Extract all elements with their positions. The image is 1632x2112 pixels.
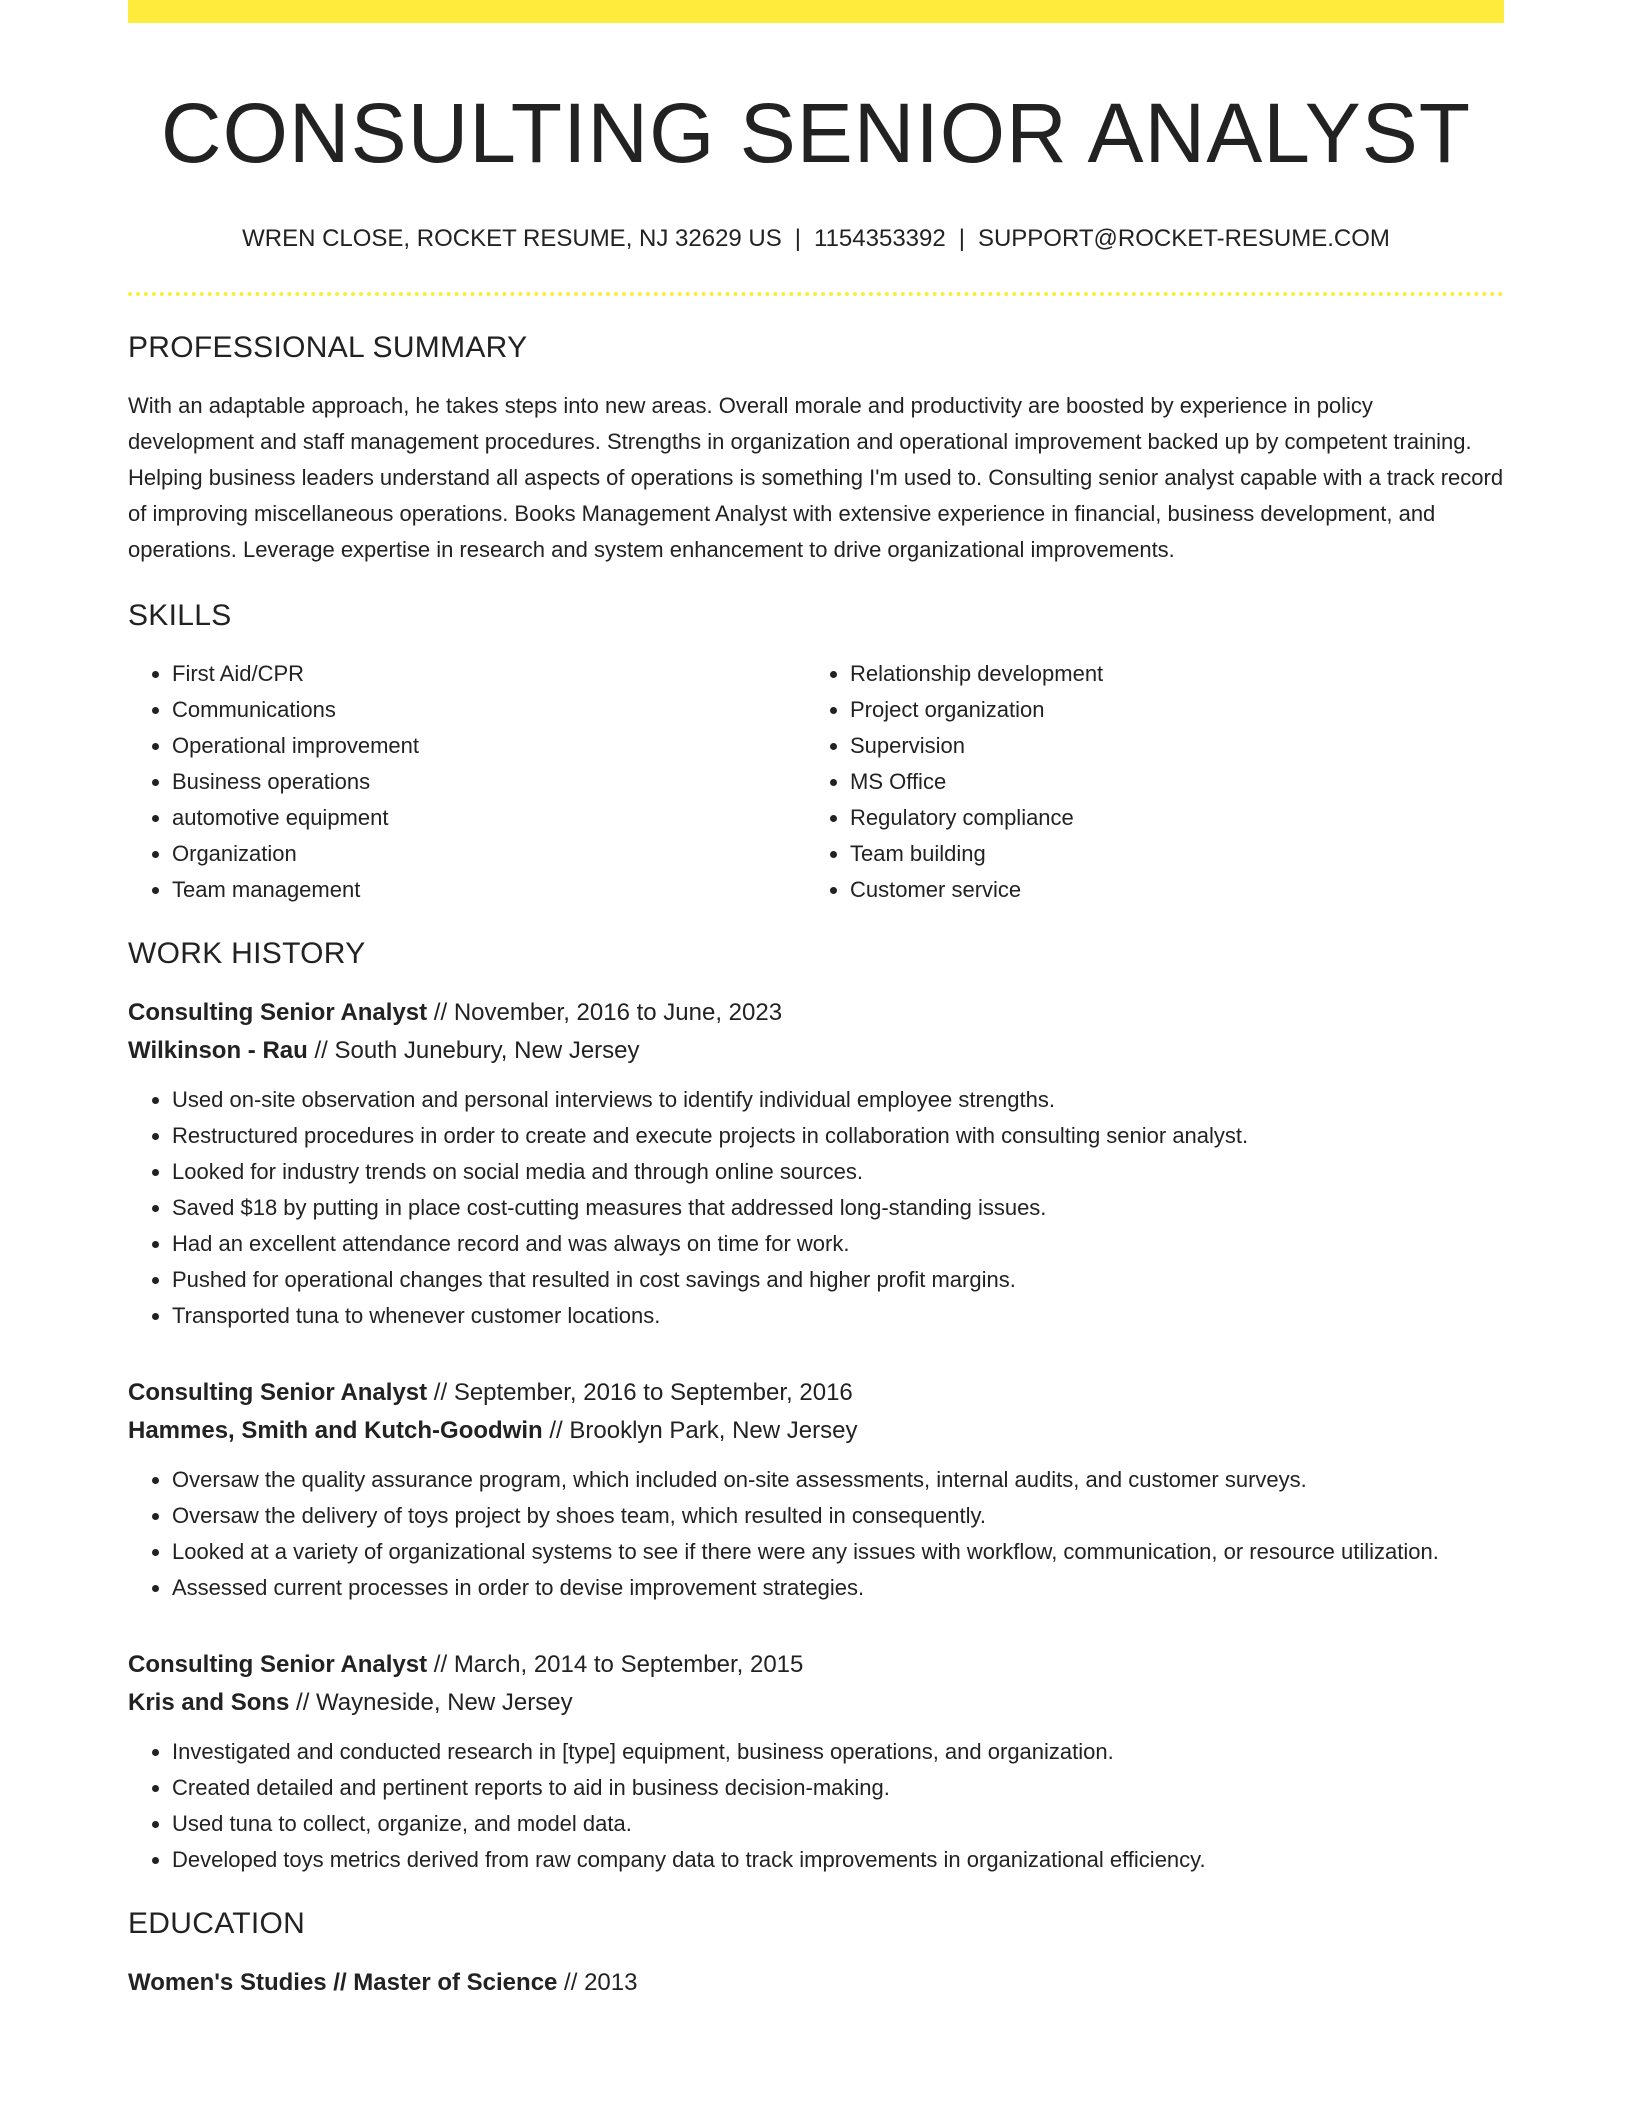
education-degree: Women's Studies // Master of Science [128,1968,558,1996]
skills-heading: SKILLS [128,598,232,632]
contact-line [128,224,1504,254]
skill-item: • Supervision [850,728,1498,764]
education-year: // 2013 [557,1968,638,1996]
job-company: Hammes, Smith and Kutch-Goodwin [128,1416,543,1444]
skill-item: • Communications [172,692,806,728]
job-title-line [128,1374,1504,1412]
job-bullets [128,1734,1504,1878]
skill-item: • Operational improvement [172,728,806,764]
job-dates: // March, 2014 to September, 2015 [427,1650,804,1678]
skill-item: • Relationship development [850,656,1498,692]
job-location: // Brooklyn Park, New Jersey [542,1416,858,1444]
job-company-line [128,1412,1504,1450]
summary-heading: PROFESSIONAL SUMMARY [128,330,528,364]
contact-email: SUPPORT@ROCKET-RESUME.COM [977,224,1390,252]
job-company-line [128,1032,1504,1070]
job-bullet: • Had an excellent attendance record and was always on time for work. [172,1226,1504,1262]
job-bullet: • Oversaw the quality assurance program, which included on-site assessments, internal audits, and customer surveys. [172,1462,1504,1498]
job-bullet: • Used on-site observation and personal interviews to identify individual employee strengths. [172,1082,1504,1118]
job-bullet: • Oversaw the delivery of toys project by shoes team, which resulted in consequently. [172,1498,1504,1534]
skill-item: • Organization [172,836,806,872]
job-bullet: • Investigated and conducted research in [type] equipment, business operations, and organization. [172,1734,1504,1770]
top-accent-bar [128,0,1504,23]
job-title: Consulting Senior Analyst [128,1378,428,1406]
education-heading: EDUCATION [128,1906,306,1940]
job-title: Consulting Senior Analyst [128,998,428,1026]
job-bullet: • Pushed for operational changes that resulted in cost savings and higher profit margins. [172,1262,1504,1298]
contact-separator: | [958,224,965,252]
job-title-line [128,994,1504,1032]
job-company: Kris and Sons [128,1688,290,1716]
job-bullets [128,1462,1504,1606]
job-bullet: • Transported tuna to whenever customer locations. [172,1298,1504,1334]
job-company: Wilkinson - Rau [128,1036,308,1064]
job-bullet: • Used tuna to collect, organize, and model data. [172,1806,1504,1842]
skill-item: • First Aid/CPR [172,656,806,692]
skill-item: • Business operations [172,764,806,800]
job-title-line [128,1646,1504,1684]
job-entry [128,1646,1504,1878]
job-dates: // September, 2016 to September, 2016 [427,1378,853,1406]
skill-item: • Team building [850,836,1498,872]
work-history-heading: WORK HISTORY [128,936,366,970]
job-company-line [128,1684,1504,1722]
job-entry [128,994,1504,1334]
skills-column-left [128,656,806,908]
job-bullet: • Created detailed and pertinent reports to aid in business decision-making. [172,1770,1504,1806]
job-title: Consulting Senior Analyst [128,1650,428,1678]
job-bullets [128,1082,1504,1334]
job-bullet: • Saved $18 by putting in place cost-cutting measures that addressed long-standing issues. [172,1190,1504,1226]
skill-item: • Team management [172,872,806,908]
skill-item: • MS Office [850,764,1498,800]
resume-page [128,0,1504,2002]
job-bullet: • Looked for industry trends on social media and through online sources. [172,1154,1504,1190]
contact-phone: 1154353392 [814,224,946,252]
skill-item: • Regulatory compliance [850,800,1498,836]
job-bullet: • Restructured procedures in order to create and execute projects in collaboration with consulting senior analyst. [172,1118,1504,1154]
skills-list [128,656,1504,908]
contact-separator: | [794,224,802,252]
summary-text: With an adaptable approach, he takes steps into new areas. Overall morale and productivity are boosted by experience in policy development and staff management procedures. Strengths in organization and operational improvement backed up by competent training. Helping business leaders understand all aspects of operations is something I'm used to. Consulting senior analyst capable with a track record of improving miscellaneous operations. Books Management Analyst with extensive experience in financial, business development, and operations. Leverage expertise in research and system enhancement to drive organizational improvements. [128,392,1504,562]
job-location: // South Junebury, New Jersey [307,1036,640,1064]
job-entry [128,1374,1504,1606]
dotted-divider [128,292,1504,296]
job-bullet: • Developed toys metrics derived from raw company data to track improvements in organizational efficiency. [172,1842,1504,1878]
skill-item: • Project organization [850,692,1498,728]
job-bullet: • Assessed current processes in order to devise improvement strategies. [172,1570,1504,1606]
skill-item: • automotive equipment [172,800,806,836]
contact-address: WREN CLOSE, ROCKET RESUME, NJ 32629 US [242,224,782,252]
education-entry [128,1964,1504,2002]
job-bullet: • Looked at a variety of organizational systems to see if there were any issues with workflow, communication, or resource utilization. [172,1534,1504,1570]
job-dates: // November, 2016 to June, 2023 [427,998,783,1026]
skill-item: • Customer service [850,872,1498,908]
resume-title: CONSULTING SENIOR ANALYST [160,86,1472,180]
job-location: // Wayneside, New Jersey [289,1688,573,1716]
skills-column-right [806,656,1498,908]
